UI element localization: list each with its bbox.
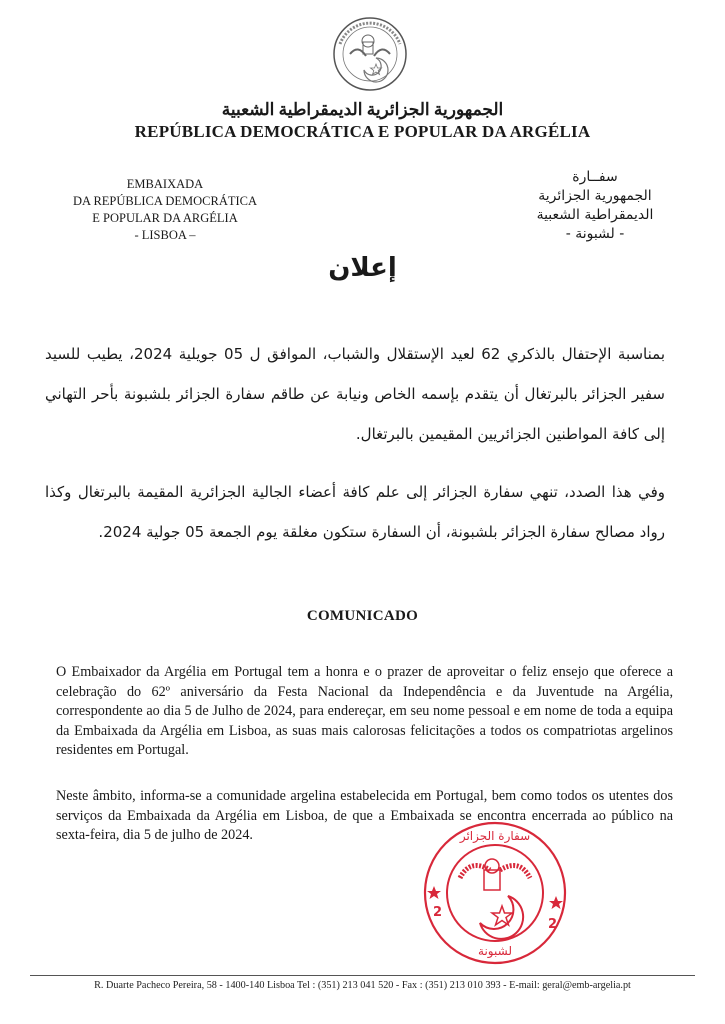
communique-title: COMUNICADO [306,608,419,624]
algeria-emblem-icon [330,14,410,94]
embassy-ar-line: الجمهورية الجزائرية [538,188,652,204]
stamp-number-right: 2 [548,917,558,932]
footer-contact-info: R. Duarte Pacheco Pereira, 58 - 1400-140 Lisboa Tel : (351) 213 041 520 - Fax : (351) 213 010 393 - E-mail: geral@emb-argelia.pt [94,980,631,991]
embassy-ar-line: سفــارة [572,169,618,185]
stamp-top-text: سفارة الجزائر [459,829,531,843]
stamp-number-left: 2 [433,905,443,920]
embassy-pt-line: - LISBOA – [134,228,196,242]
embassy-pt-line: E POPULAR DA ARGÉLIA [92,211,238,225]
embassy-pt-line: DA REPÚBLICA DEMOCRÁTICA [72,194,258,208]
announcement-paragraph-1-arabic: بمناسبة الإحتفال بالذكري 62 لعيد الإستقلال والشباب، الموافق ل 05 جويلية 2024، يطيب للسيد سفير الجزائر بالبرتغال أن يتقدم بإسمه الخاص ونيابة عن طاقم سفارة الجزائر بلشبونة بأحر التهاني إلى كافة المواطنين الجزائريين المقيمين بالبرتغال. [45,345,665,443]
embassy-name-arabic [520,168,670,244]
embassy-pt-line: EMBAIXADA [126,177,204,191]
footer-divider [30,975,695,976]
header-portuguese-title: REPÚBLICA DEMOCRÁTICA E POPULAR DA ARGÉLIA [134,122,591,141]
header-arabic-title: الجمهورية الجزائرية الديمقراطية الشعبية [221,100,504,119]
announcement-paragraph-2-arabic: وفي هذا الصدد، تنهي سفارة الجزائر إلى علم كافة أعضاء الجالية الجزائرية المقيمة بالبرتغال وكذا رواد مصالح سفارة الجزائر بلشبونة، أن السفارة ستكون مغلقة يوم الجمعة 05 جولية 2024. [45,483,665,541]
embassy-stamp-icon [420,818,570,968]
stamp-bottom-text: لشبونة [478,944,512,958]
communique-paragraph-2: Neste âmbito, informa-se a comunidade argelina estabelecida em Portugal, bem como todos os utentes dos serviços da Embaixada da Argélia em Lisboa, de que a Embaixada se encontra encerrada ao público na sexta-feira, dia 5 de julho de 2024. [56,788,673,843]
embassy-name-portuguese [60,176,270,244]
embassy-ar-line: الديمقراطية الشعبية [536,207,654,223]
announcement-title-arabic: إعلان [328,253,397,283]
embassy-ar-line: - لشبونة - [565,226,625,242]
communique-paragraph-1: O Embaixador da Argélia em Portugal tem a honra e o prazer de aproveitar o feliz ensejo que oferece a celebração do 62º aniversário da Festa Nacional da Independência e da Juventude na Argélia, correspondente ao dia 5 de Julho de 2024, para endereçar, em seu nome pessoal e em nome de toda a equipa da Embaixada da Argélia em Lisboa, as suas mais calorosas felicitações a todos os compatriotas argelinos residentes em Portugal. [56,664,673,758]
